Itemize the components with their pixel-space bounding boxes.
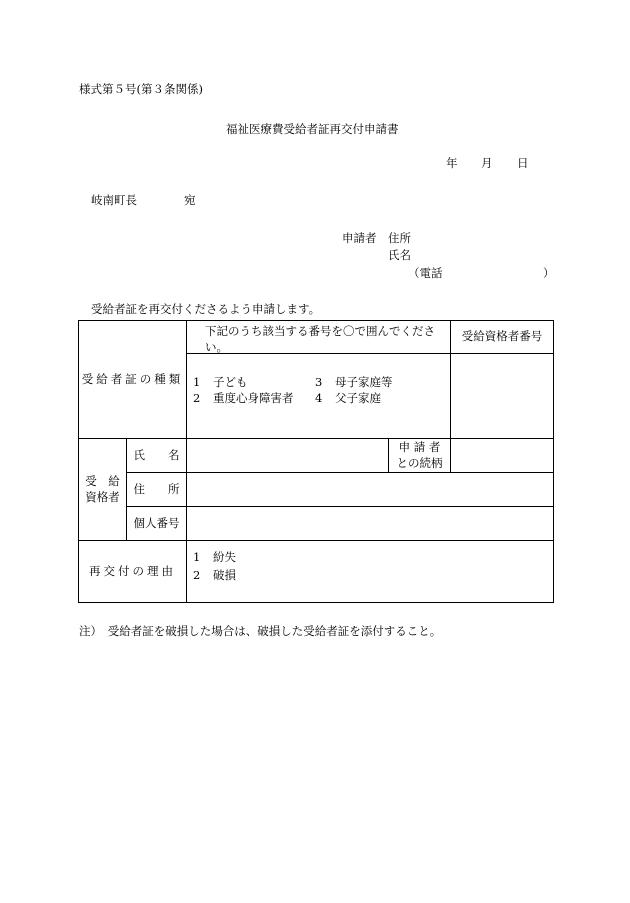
type-option-number: 4: [315, 391, 323, 406]
relation-value: [451, 439, 554, 473]
applicant-phone-open: （電話: [408, 266, 443, 280]
type-option-label: 重度心身障害者: [213, 391, 294, 406]
type-label: 受給者証の種類: [79, 321, 187, 439]
addressee-suffix: 宛: [184, 193, 196, 207]
recipient-label-line-2: 資格者: [85, 489, 120, 504]
type-option-label: 母子家庭等: [335, 375, 393, 389]
name-label: 氏 名: [127, 439, 187, 473]
relation-label: [389, 439, 451, 473]
type-options-cell: [187, 321, 451, 439]
reason-number: 2: [193, 567, 201, 582]
recipient-label: [79, 439, 127, 541]
address-value: [187, 473, 554, 507]
reason-number: 1: [193, 550, 201, 564]
date-month-label: 月: [481, 156, 493, 170]
request-text: 受給者証を再交付くださるよう申請します。: [91, 302, 321, 316]
type-option-number: 2: [193, 391, 201, 406]
qualification-number-label: 受給資格者番号: [451, 321, 553, 354]
applicant-label: 申請者: [342, 231, 377, 245]
instruction-line-2: い。: [205, 339, 228, 354]
reason-label-text: 紛失: [213, 550, 236, 564]
address-label: 住 所: [127, 473, 187, 507]
applicant-name-label: 氏名: [388, 248, 411, 262]
reason-options: [187, 541, 554, 603]
reason-label-text: 破損: [213, 567, 236, 582]
instruction-text: [187, 321, 450, 354]
personal-number-value: [187, 507, 554, 541]
recipient-label-line-1: 受 給: [85, 473, 120, 488]
applicant-phone-close: ）: [543, 266, 555, 280]
date-day-label: 日: [517, 156, 529, 170]
type-option-label: 父子家庭: [335, 391, 381, 406]
form-number: 様式第５号(第３条関係): [79, 82, 203, 96]
reason-label: 再交付の理由: [79, 541, 187, 603]
qualification-number-cell: [451, 321, 554, 439]
date-year-label: 年: [446, 156, 458, 170]
note: 注） 受給者証を破損した場合は、破損した受給者証を添付すること。: [79, 624, 442, 638]
type-option-number: 1: [193, 375, 201, 389]
type-option-label: 子ども: [213, 375, 248, 389]
personal-number-label: 個人番号: [127, 507, 187, 541]
application-table: [78, 320, 554, 603]
relation-label-line-2: との続柄: [396, 455, 443, 470]
type-option-list: [187, 354, 450, 406]
type-option-number: 3: [315, 375, 323, 389]
page-title: 福祉医療費受給者証再交付申請書: [226, 122, 399, 136]
instruction-line-1: 下記のうち該当する番号を〇で囲んでくださ: [205, 324, 435, 338]
relation-label-line-1: 申 請 者: [398, 439, 441, 454]
applicant-address-label: 住所: [388, 231, 411, 245]
name-value: [187, 439, 389, 473]
addressee-name: 岐南町長: [91, 193, 137, 207]
